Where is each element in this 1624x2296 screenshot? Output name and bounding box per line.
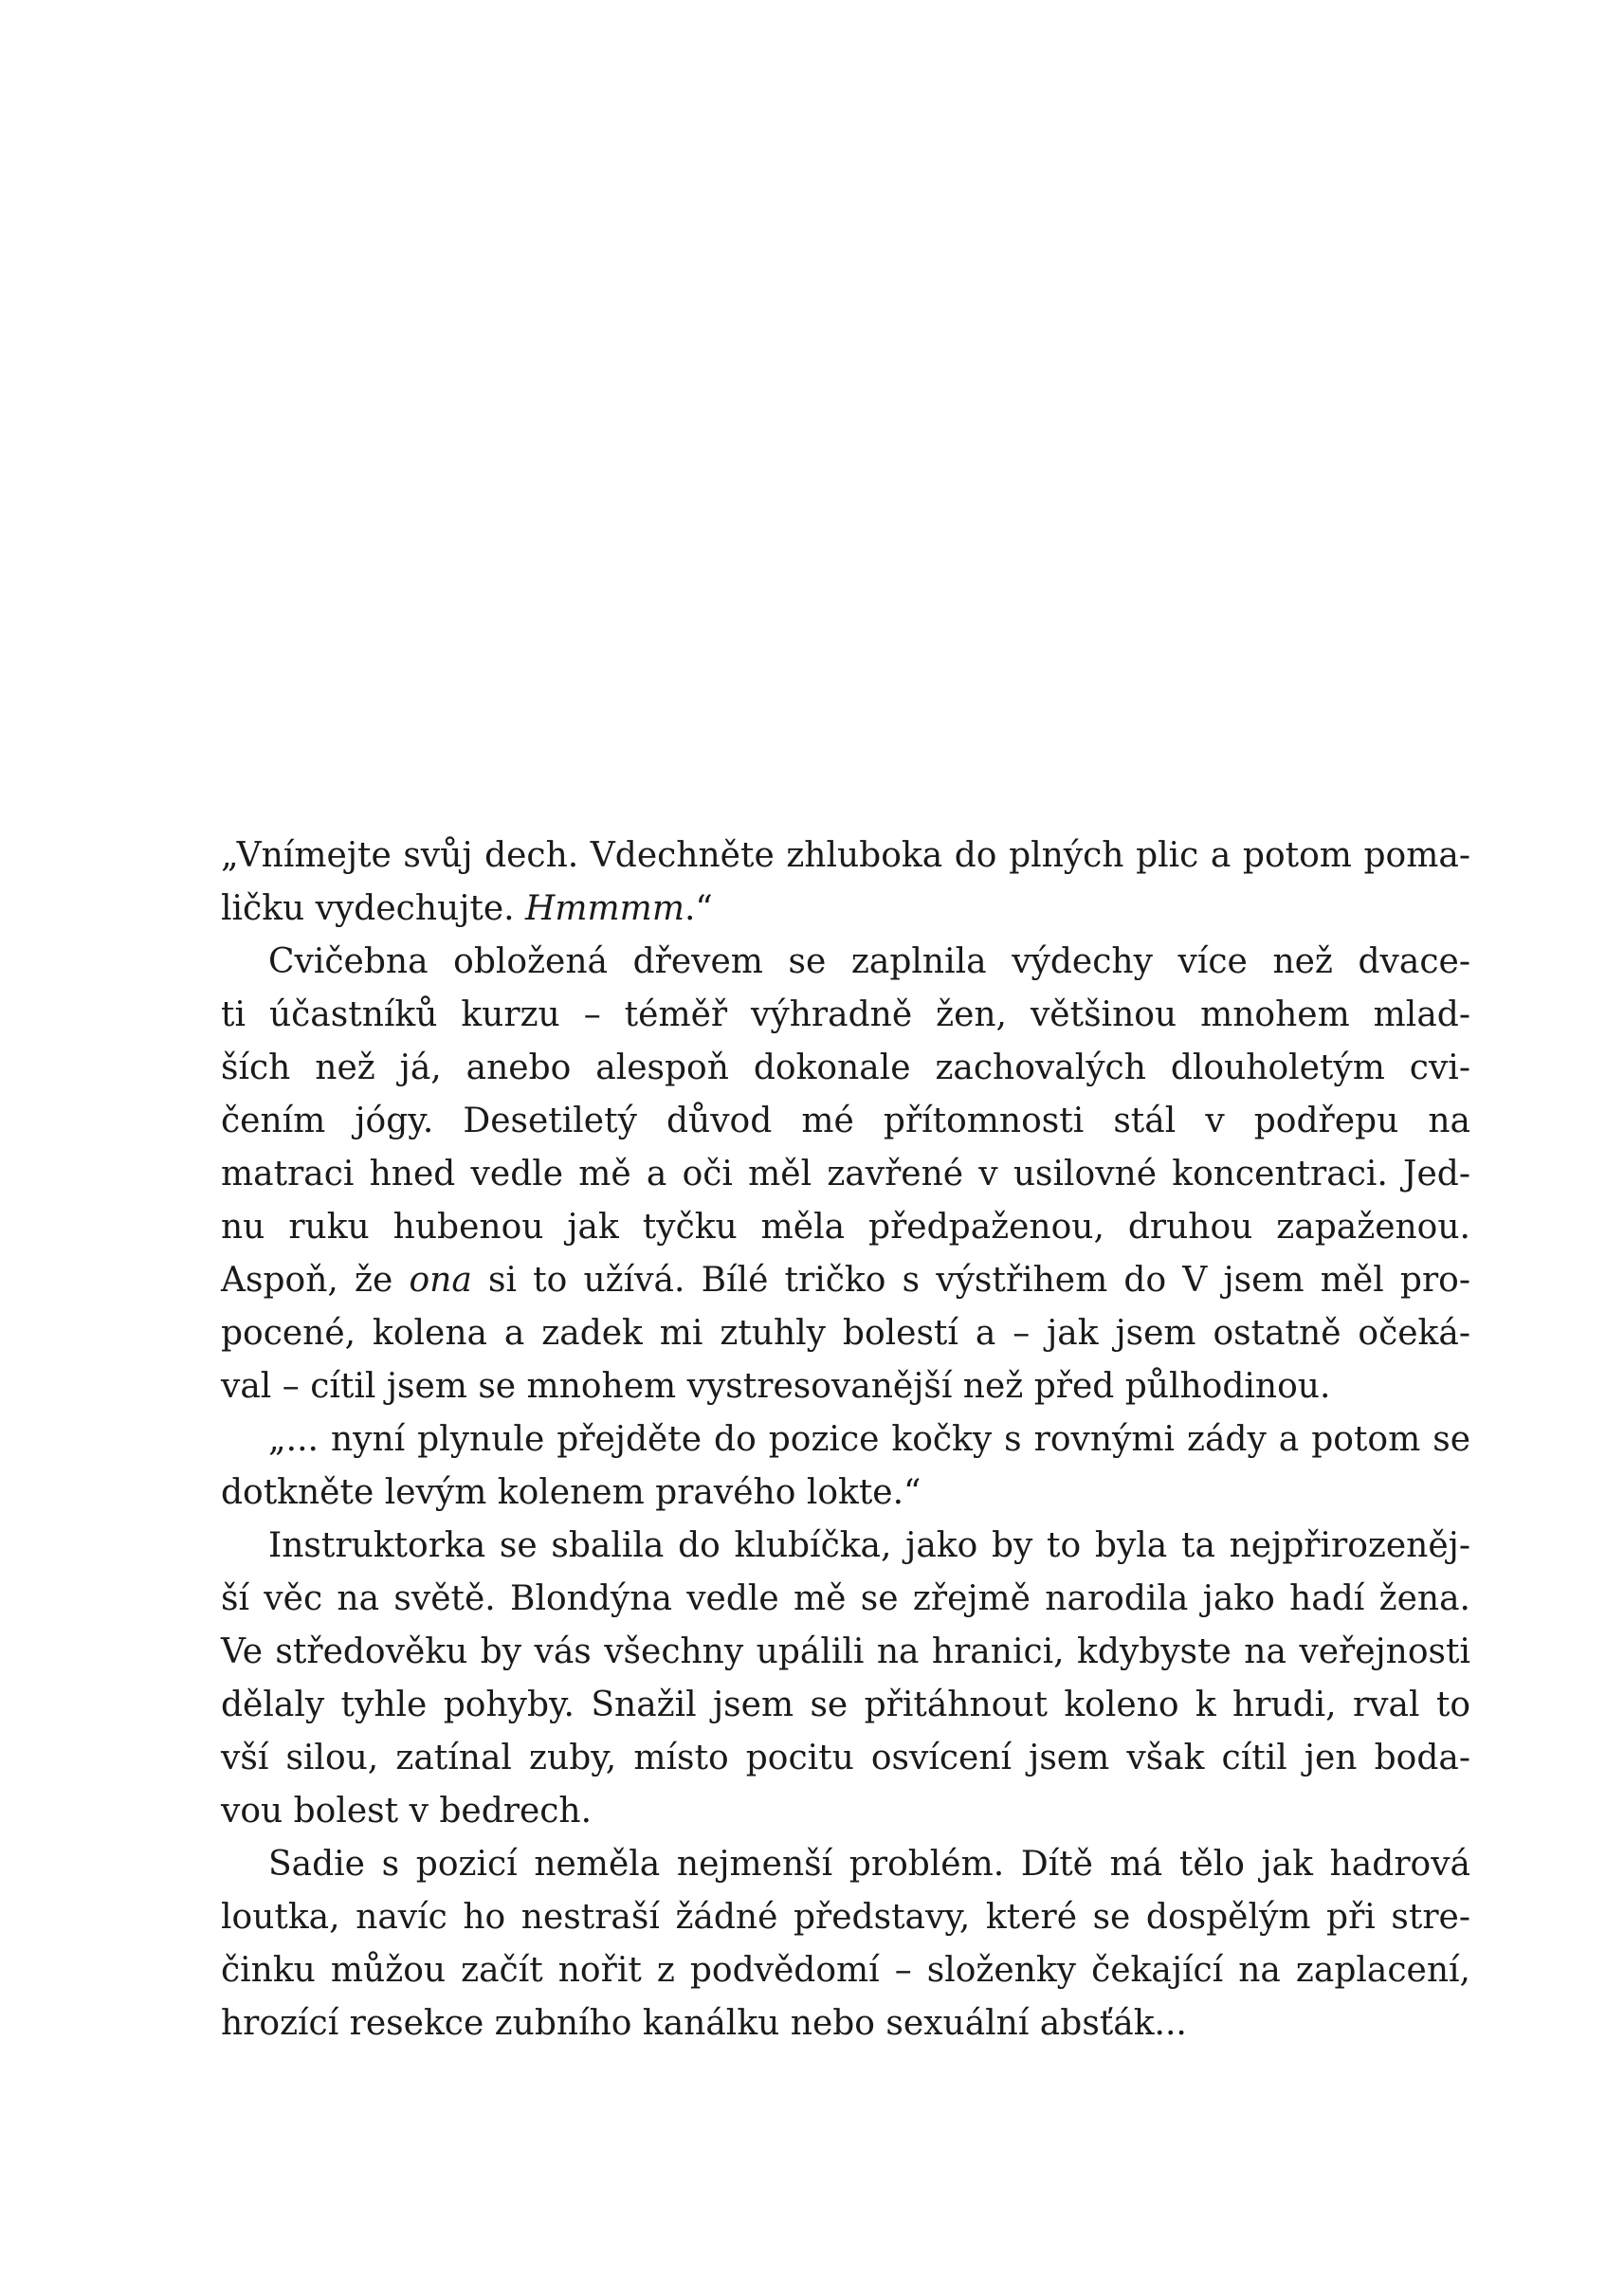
text-line <box>221 1679 1470 1732</box>
text-segment: vší silou, zatínal zuby, místo pocitu osvícení jsem však cítil jen boda- <box>221 1739 1470 1777</box>
text-line <box>221 1520 1470 1573</box>
text-line <box>221 1944 1470 1997</box>
text-segment: hrozící resekce zubního kanálku nebo sexuální absťák... <box>221 2004 1187 2043</box>
text-segment: „... nyní plynule přejděte do pozice kočky s rovnými zády a potom se <box>268 1420 1470 1459</box>
text-segment: matraci hned vedle mě a oči měl zavřené v usilovné koncentraci. Jed- <box>221 1155 1470 1194</box>
text-line <box>221 1413 1470 1467</box>
text-line <box>221 1360 1470 1413</box>
text-line <box>221 1785 1470 1838</box>
text-line <box>221 1997 1470 2050</box>
text-segment: pocené, kolena a zadek mi ztuhly bolestí a – jak jsem ostatně očeká- <box>221 1314 1470 1353</box>
text-line <box>221 1095 1470 1148</box>
text-line <box>221 1254 1470 1307</box>
text-line <box>221 1626 1470 1679</box>
text-segment: „Vnímejte svůj dech. Vdechněte zhluboka do plných plic a potom poma- <box>221 836 1470 875</box>
text-line <box>221 1307 1470 1360</box>
text-segment: Ve středověku by vás všechny upálili na hranici, kdybyste na veřejnosti <box>221 1632 1470 1671</box>
text-segment: nu ruku hubenou jak tyčku měla předpaženou, druhou zapaženou. <box>221 1208 1470 1247</box>
text-segment: čením jógy. Desetiletý důvod mé přítomnosti stál v podřepu na <box>221 1102 1470 1140</box>
text-line <box>221 1148 1470 1201</box>
text-segment: Instruktorka se sbalila do klubíčka, jako by to byla ta nejpřirozeněj- <box>268 1526 1470 1565</box>
text-segment: .“ <box>684 889 713 928</box>
text-line <box>221 1201 1470 1254</box>
text-line <box>221 989 1470 1042</box>
text-segment: ti účastníků kurzu – téměř výhradně žen, většinou mnohem mlad- <box>221 995 1470 1034</box>
text-line <box>221 1573 1470 1626</box>
text-segment: činku můžou začít nořit z podvědomí – složenky čekající na zaplacení, <box>221 1951 1470 1990</box>
text-segment: ších než já, anebo alespoň dokonale zachovalých dlouholetým cvi- <box>221 1048 1470 1087</box>
italic-text: ona <box>409 1261 472 1300</box>
text-line <box>221 829 1470 883</box>
text-segment: si to užívá. Bílé tričko s výstřihem do V jsem měl pro- <box>471 1261 1470 1300</box>
text-segment: val – cítil jsem se mnohem vystresovanější než před půlhodinou. <box>221 1367 1331 1406</box>
text-segment: vou bolest v bedrech. <box>221 1792 593 1831</box>
text-segment: Aspoň, že <box>221 1261 410 1300</box>
text-line <box>221 1891 1470 1944</box>
text-segment: ší věc na světě. Blondýna vedle mě se zřejmě narodila jako hadí žena. <box>221 1579 1470 1618</box>
text-line <box>221 883 1470 936</box>
text-line <box>221 1838 1470 1891</box>
text-segment: Cvičebna obložená dřevem se zaplnila výdechy více než dvace- <box>268 942 1470 981</box>
text-line <box>221 1467 1470 1520</box>
text-line <box>221 1732 1470 1785</box>
text-segment: dotkněte levým kolenem pravého lokte.“ <box>221 1473 921 1512</box>
text-segment: dělaly tyhle pohyby. Snažil jsem se přitáhnout koleno k hrudi, rval to <box>221 1686 1470 1724</box>
text-segment: Sadie s pozicí neměla nejmenší problém. Dítě má tělo jak hadrová <box>268 1845 1470 1884</box>
italic-text: Hmmmm <box>525 889 684 928</box>
text-line <box>221 936 1470 989</box>
text-line <box>221 1042 1470 1095</box>
text-segment: loutka, navíc ho nestraší žádné představy, které se dospělým při stre- <box>221 1898 1470 1937</box>
text-segment: ličku vydechujte. <box>221 889 526 928</box>
text-block <box>221 829 1470 2050</box>
